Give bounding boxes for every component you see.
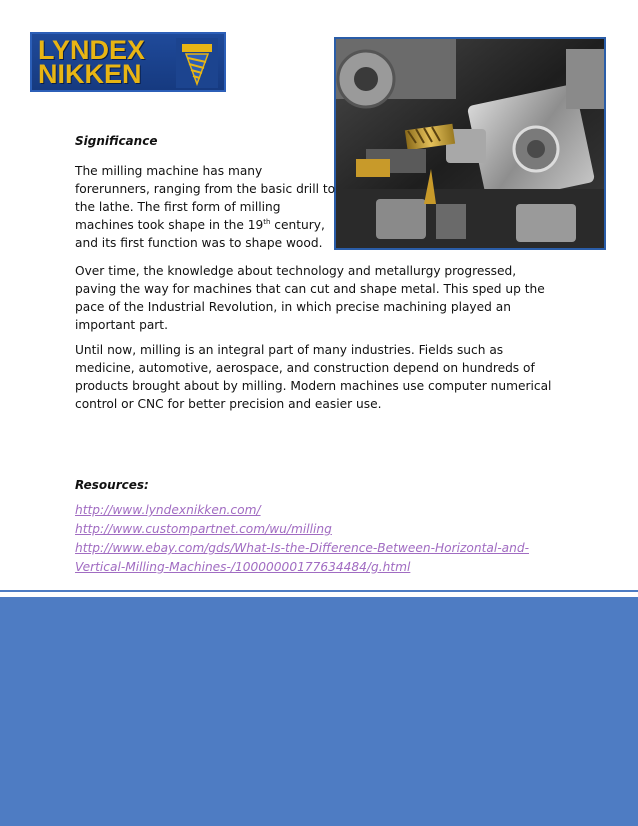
paragraph-history	[75, 162, 337, 252]
resource-link[interactable]: http://www.lyndexnikken.com/	[75, 503, 261, 517]
logo-wordmark	[38, 35, 146, 89]
logo-line2: NIKKEN	[38, 59, 142, 89]
paragraph-history-part2: century, and its first function was to shape wood.	[75, 218, 325, 250]
paragraph-progress: Over time, the knowledge about technology and metallurgy progressed, paving the way for machines that can cut and shape metal. This sped up the pace of the Industrial Revolution, in which precise machining played an important part.	[75, 264, 545, 332]
machine-illustration	[336, 39, 604, 248]
paragraph-history-part1: The milling machine has many forerunners, ranging from the basic drill to the lathe. The first form of milling machines took shape in the 19	[75, 164, 336, 232]
logo-line1: LYNDEX	[38, 35, 146, 65]
footer-divider	[0, 590, 638, 592]
footer-band	[0, 597, 638, 826]
section-heading-significance: Significance	[75, 134, 158, 148]
resource-link[interactable]: http://www.custompartnet.com/wu/milling	[75, 522, 332, 536]
resource-links	[75, 501, 565, 577]
ordinal-suffix: th	[263, 218, 271, 226]
milling-machine-photo	[334, 37, 606, 250]
section-heading-resources: Resources:	[75, 478, 149, 492]
company-logo	[30, 32, 226, 92]
paragraph-industries: Until now, milling is an integral part of many industries. Fields such as medicine, automotive, aerospace, and construction depend on hundreds of products brought about by milling. Modern machines use computer numerical control or CNC for better precision and easier use.	[75, 343, 552, 411]
drill-bit-icon	[176, 38, 218, 88]
resource-link[interactable]: http://www.ebay.com/gds/What-Is-the-Difference-Between-Horizontal-and-Vertical-Milling-Machines-/10000000177634484/g.html	[75, 541, 529, 574]
